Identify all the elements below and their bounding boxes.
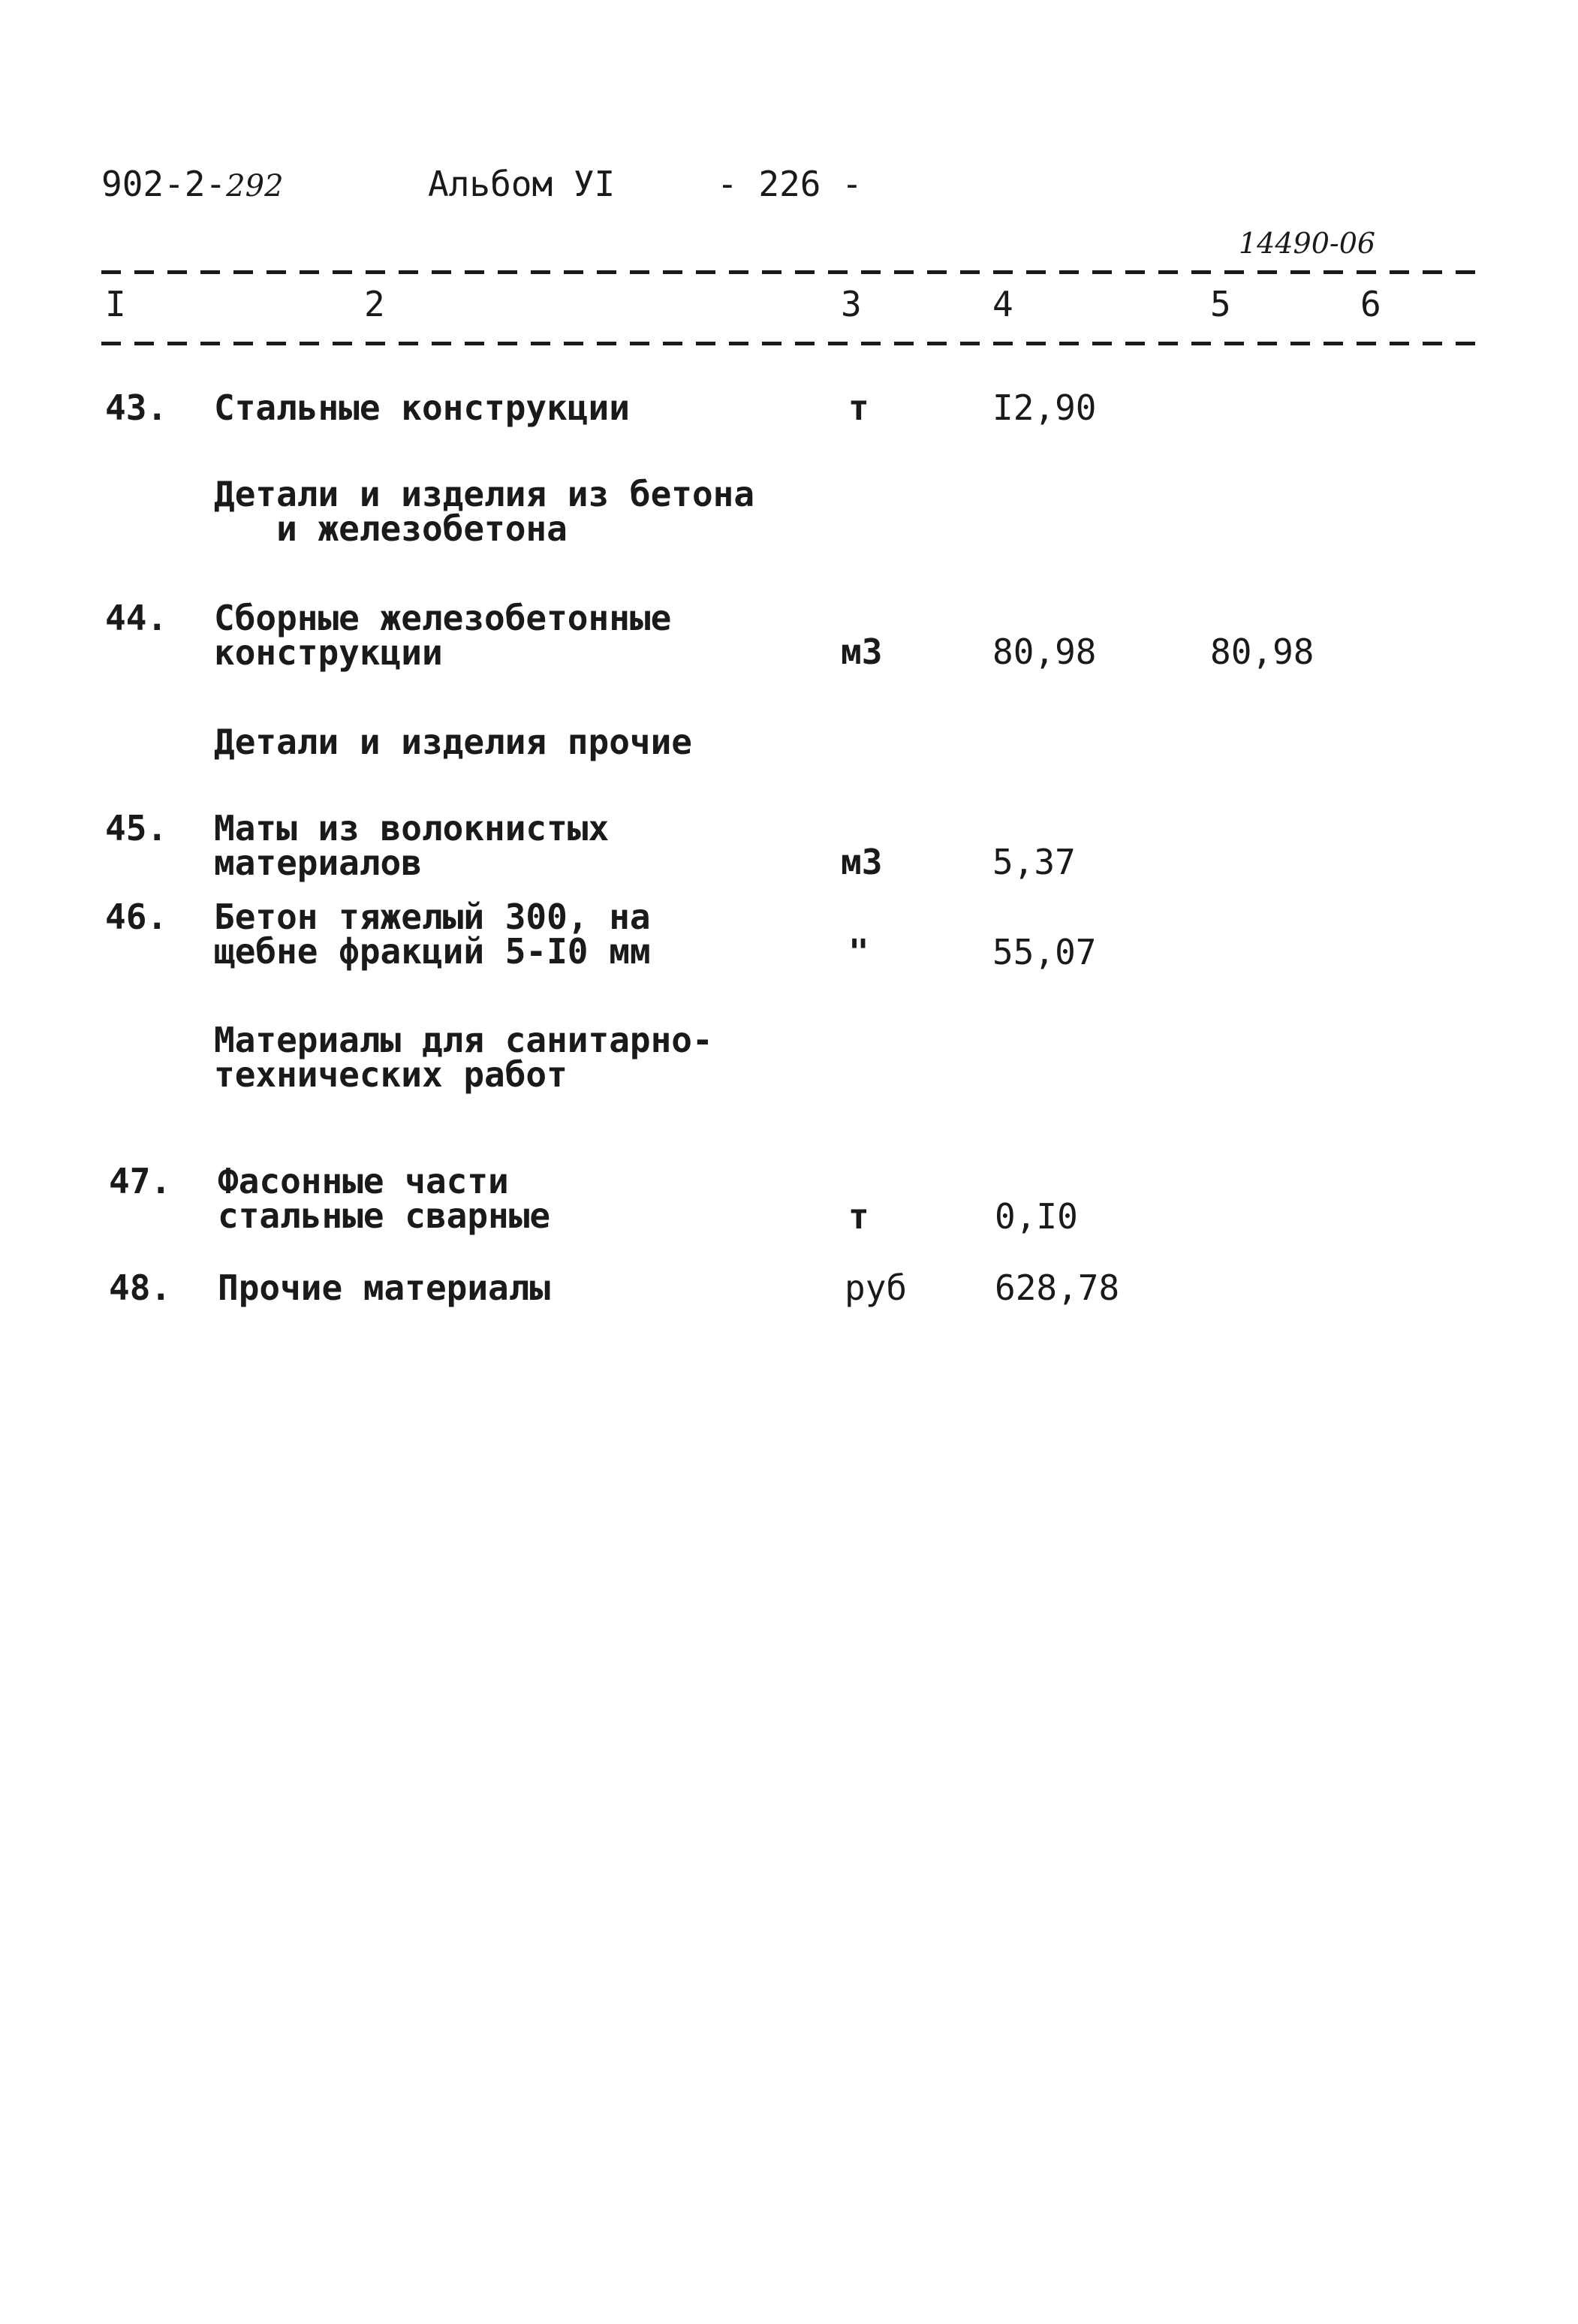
row-value-col4: 55,07 [992,932,1097,972]
row-number: 43. [105,387,168,428]
row-value-col4: 0,I0 [995,1196,1078,1237]
column-header-5: 5 [1210,284,1231,324]
row-unit: руб [845,1267,908,1308]
row-unit: м3 [841,631,883,672]
row-value-col4: I2,90 [992,387,1097,428]
album-label: Альбом УI [428,164,616,204]
row-unit: т [848,387,869,428]
document-code [101,164,284,204]
page-number: - 226 - [717,164,863,204]
row-number: 48. [109,1267,172,1308]
document-code-handwritten: 292 [226,169,284,203]
handwritten-note: 14490-06 [1239,227,1376,260]
column-header-1: I [105,284,126,324]
row-number: 47. [109,1161,172,1201]
section-heading: Детали и изделия прочие [214,722,692,762]
section-heading: Детали и изделия из бетона и железобетона [214,474,755,549]
row-unit: " [848,932,869,972]
row-unit: м3 [841,842,883,882]
row-name: Стальные конструкции [214,387,630,428]
row-value-col4: 628,78 [995,1267,1120,1308]
row-unit: т [848,1196,869,1237]
column-header-3: 3 [841,284,862,324]
column-header-6: 6 [1360,284,1381,324]
row-name: Сборные железобетонные конструкции [214,598,672,673]
header-bottom-rule [101,342,1483,345]
row-value-col4: 5,37 [992,842,1076,882]
column-header-2: 2 [364,284,385,324]
row-name: Прочие материалы [218,1267,551,1308]
row-number: 44. [105,598,168,638]
header-top-rule [101,270,1483,274]
row-number: 46. [105,897,168,937]
row-name: Фасонные части стальные сварные [218,1161,551,1236]
column-header-4: 4 [992,284,1013,324]
row-name: Бетон тяжелый 300, на щебне фракций 5-I0 мм [214,897,651,972]
document-code-prefix: 902-2- [101,164,227,204]
row-value-col5: 80,98 [1210,631,1314,672]
row-name: Маты из волокнистых материалов [214,808,610,883]
row-number: 45. [105,808,168,849]
row-value-col4: 80,98 [992,631,1097,672]
section-heading: Материалы для санитарно- технических работ [214,1020,713,1095]
